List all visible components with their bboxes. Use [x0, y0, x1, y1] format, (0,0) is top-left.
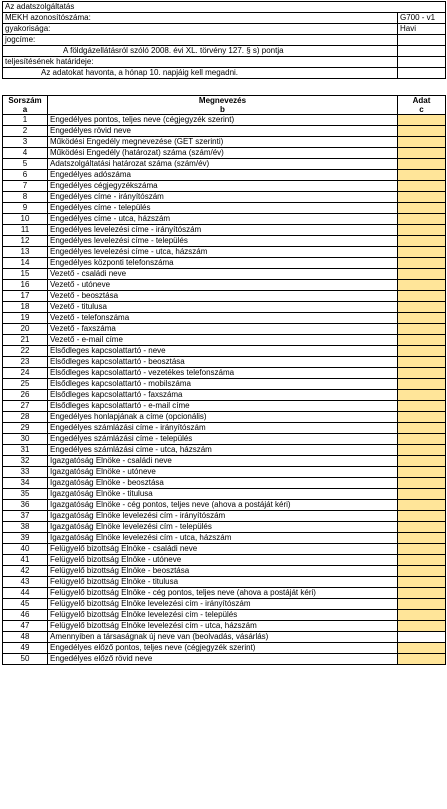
- row-label: Igazgatóság Elnöke - családi neve: [48, 456, 398, 467]
- table-row: [3, 225, 446, 236]
- row-number: 26: [3, 390, 48, 401]
- row-number: 15: [3, 269, 48, 280]
- table-row: [3, 379, 446, 390]
- data-input-cell[interactable]: [398, 192, 446, 203]
- row-number: 35: [3, 489, 48, 500]
- row-label: Engedélyes címe - irányítószám: [48, 192, 398, 203]
- data-input-cell[interactable]: [398, 588, 446, 599]
- row-label: Vezető - titulusa: [48, 302, 398, 313]
- row-number: 14: [3, 258, 48, 269]
- table-row: [3, 313, 446, 324]
- data-input-cell[interactable]: [398, 610, 446, 621]
- header-title-row: [3, 2, 446, 13]
- table-row: [3, 654, 446, 665]
- table-row: [3, 566, 446, 577]
- header-label: Az adatokat havonta, a hónap 10. napjáig kell megadni.: [3, 68, 398, 79]
- row-number: 25: [3, 379, 48, 390]
- table-row: [3, 291, 446, 302]
- row-label: Engedélyes központi telefonszáma: [48, 258, 398, 269]
- row-number: 44: [3, 588, 48, 599]
- table-row: [3, 280, 446, 291]
- table-row: [3, 621, 446, 632]
- row-label: Elsődleges kapcsolattartó - vezetékes telefonszáma: [48, 368, 398, 379]
- row-label: Igazgatóság Elnöke levelezési cím - irányítószám: [48, 511, 398, 522]
- table-row: [3, 500, 446, 511]
- data-input-cell[interactable]: [398, 445, 446, 456]
- data-input-cell[interactable]: [398, 467, 446, 478]
- data-input-cell[interactable]: [398, 379, 446, 390]
- data-input-cell[interactable]: [398, 225, 446, 236]
- table-row: [3, 577, 446, 588]
- row-label: Elsődleges kapcsolattartó - neve: [48, 346, 398, 357]
- data-input-cell[interactable]: [398, 148, 446, 159]
- row-number: 50: [3, 654, 48, 665]
- row-number: 5: [3, 159, 48, 170]
- row-number: 47: [3, 621, 48, 632]
- row-number: 46: [3, 610, 48, 621]
- data-input-cell[interactable]: [398, 522, 446, 533]
- data-input-cell[interactable]: [398, 478, 446, 489]
- table-row: [3, 533, 446, 544]
- row-label: Vezető - telefonszáma: [48, 313, 398, 324]
- row-number: 42: [3, 566, 48, 577]
- table-row: [3, 588, 446, 599]
- data-input-cell[interactable]: [398, 643, 446, 654]
- row-label: Amennyiben a társaságnak új neve van (beolvadás, vásárlás): [48, 632, 398, 643]
- col-header-megnevezes: [48, 96, 398, 115]
- row-label: Felügyelő bizottság Elnöke levelezési cím - település: [48, 610, 398, 621]
- row-number: 19: [3, 313, 48, 324]
- row-label: Engedélyes számlázási címe - település: [48, 434, 398, 445]
- header-label: jogcíme:: [3, 35, 398, 46]
- data-input-cell[interactable]: [398, 368, 446, 379]
- data-input-cell[interactable]: [398, 247, 446, 258]
- table-row: [3, 302, 446, 313]
- table-row: [3, 137, 446, 148]
- table-row: [3, 610, 446, 621]
- header-row: [3, 68, 446, 79]
- row-number: 1: [3, 115, 48, 126]
- data-input-cell[interactable]: [398, 412, 446, 423]
- table-row: [3, 324, 446, 335]
- table-row: [3, 181, 446, 192]
- data-input-cell[interactable]: [398, 533, 446, 544]
- header-label: teljesítésének határideje:: [3, 57, 398, 68]
- row-label: Felügyelő bizottság Elnöke - titulusa: [48, 577, 398, 588]
- header-label: gyakorisága:: [3, 24, 398, 35]
- col-header-sorszam-label: Sorszám: [8, 96, 42, 105]
- row-number: 3: [3, 137, 48, 148]
- row-label: Igazgatóság Elnöke levelezési cím - település: [48, 522, 398, 533]
- row-label: Felügyelő bizottság Elnöke - családi neve: [48, 544, 398, 555]
- header-row: [3, 57, 446, 68]
- table-row: [3, 335, 446, 346]
- row-number: 11: [3, 225, 48, 236]
- row-number: 4: [3, 148, 48, 159]
- row-label: Vezető - beosztása: [48, 291, 398, 302]
- row-label: Igazgatóság Elnöke - utóneve: [48, 467, 398, 478]
- row-number: 33: [3, 467, 48, 478]
- data-input-cell: [398, 632, 446, 643]
- row-label: Engedélyes számlázási címe - irányítószám: [48, 423, 398, 434]
- table-row: [3, 445, 446, 456]
- header-row: [3, 13, 446, 24]
- col-header-megnevezes-label: Megnevezés: [198, 96, 247, 105]
- data-input-cell[interactable]: [398, 269, 446, 280]
- data-input-cell[interactable]: [398, 401, 446, 412]
- table-row: [3, 434, 446, 445]
- row-number: 23: [3, 357, 48, 368]
- row-label: Engedélyes honlapjának a címe (opcionális): [48, 412, 398, 423]
- data-input-cell[interactable]: [398, 434, 446, 445]
- row-number: 2: [3, 126, 48, 137]
- table-row: [3, 192, 446, 203]
- row-label: Engedélyes cégjegyzékszáma: [48, 181, 398, 192]
- row-label: Vezető - faxszáma: [48, 324, 398, 335]
- col-header-adat: [398, 96, 446, 115]
- row-number: 43: [3, 577, 48, 588]
- row-label: Felügyelő bizottság Elnöke - beosztása: [48, 566, 398, 577]
- row-number: 27: [3, 401, 48, 412]
- row-label: Engedélyes adószáma: [48, 170, 398, 181]
- row-number: 18: [3, 302, 48, 313]
- data-input-cell[interactable]: [398, 577, 446, 588]
- row-label: Engedélyes levelezési címe - irányítószám: [48, 225, 398, 236]
- table-row: [3, 390, 446, 401]
- table-row: [3, 599, 446, 610]
- row-label: Engedélyes levelezési címe - település: [48, 236, 398, 247]
- row-label: Felügyelő bizottság Elnöke - utóneve: [48, 555, 398, 566]
- row-number: 21: [3, 335, 48, 346]
- table-row: [3, 269, 446, 280]
- table-row: [3, 247, 446, 258]
- col-header-sorszam: [3, 96, 48, 115]
- data-input-cell[interactable]: [398, 489, 446, 500]
- row-number: 20: [3, 324, 48, 335]
- row-label: Felügyelő bizottság Elnöke - cég pontos, teljes neve (ahova a postáját kéri): [48, 588, 398, 599]
- data-input-cell[interactable]: [398, 566, 446, 577]
- table-row: [3, 203, 446, 214]
- row-number: 34: [3, 478, 48, 489]
- row-number: 48: [3, 632, 48, 643]
- row-label: Igazgatóság Elnöke - beosztása: [48, 478, 398, 489]
- table-row: [3, 544, 446, 555]
- row-number: 12: [3, 236, 48, 247]
- data-input-cell[interactable]: [398, 236, 446, 247]
- row-label: Engedélyes címe - utca, házszám: [48, 214, 398, 225]
- table-row: [3, 258, 446, 269]
- data-input-cell[interactable]: [398, 390, 446, 401]
- row-label: Vezető - e-mail címe: [48, 335, 398, 346]
- data-input-cell[interactable]: [398, 500, 446, 511]
- table-row: [3, 148, 446, 159]
- row-number: 38: [3, 522, 48, 533]
- row-number: 22: [3, 346, 48, 357]
- data-input-cell[interactable]: [398, 544, 446, 555]
- row-label: Elsődleges kapcsolattartó - e-mail címe: [48, 401, 398, 412]
- col-header-megnevezes-letter: b: [220, 105, 225, 114]
- row-number: 39: [3, 533, 48, 544]
- data-input-cell[interactable]: [398, 159, 446, 170]
- table-row: [3, 236, 446, 247]
- data-input-cell[interactable]: [398, 214, 446, 225]
- header-row: [3, 35, 446, 46]
- table-row: [3, 126, 446, 137]
- header-value: Havi: [398, 24, 446, 35]
- row-number: 37: [3, 511, 48, 522]
- row-number: 8: [3, 192, 48, 203]
- header-row: [3, 24, 446, 35]
- data-input-cell[interactable]: [398, 555, 446, 566]
- row-number: 13: [3, 247, 48, 258]
- row-label: Elsődleges kapcsolattartó - beosztása: [48, 357, 398, 368]
- row-label: Engedélyes levelezési címe - utca, házszám: [48, 247, 398, 258]
- row-number: 6: [3, 170, 48, 181]
- row-number: 30: [3, 434, 48, 445]
- row-label: Felügyelő bizottság Elnöke levelezési cím - irányítószám: [48, 599, 398, 610]
- data-input-cell[interactable]: [398, 599, 446, 610]
- row-number: 29: [3, 423, 48, 434]
- row-label: Igazgatóság Elnöke - cég pontos, teljes neve (ahova a postáját kéri): [48, 500, 398, 511]
- row-label: Engedélyes előző pontos, teljes neve (cégjegyzék szerint): [48, 643, 398, 654]
- header-title: Az adatszolgáltatás: [3, 2, 446, 13]
- row-label: Igazgatóság Elnöke levelezési cím - utca, házszám: [48, 533, 398, 544]
- row-label: Adatszolgáltatási határozat száma (szám/év): [48, 159, 398, 170]
- row-label: Vezető - családi neve: [48, 269, 398, 280]
- row-number: 41: [3, 555, 48, 566]
- data-input-cell[interactable]: [398, 170, 446, 181]
- data-input-cell[interactable]: [398, 203, 446, 214]
- table-row: [3, 632, 446, 643]
- row-number: 40: [3, 544, 48, 555]
- table-row: [3, 115, 446, 126]
- data-input-cell[interactable]: [398, 511, 446, 522]
- data-input-cell[interactable]: [398, 137, 446, 148]
- data-input-cell[interactable]: [398, 291, 446, 302]
- data-input-cell[interactable]: [398, 126, 446, 137]
- row-label: Vezető - utóneve: [48, 280, 398, 291]
- row-label: Engedélyes számlázási címe - utca, házszám: [48, 445, 398, 456]
- table-row: [3, 214, 446, 225]
- table-row: [3, 368, 446, 379]
- data-input-cell[interactable]: [398, 456, 446, 467]
- row-label: Működési Engedély megnevezése (GET szerinti): [48, 137, 398, 148]
- row-number: 7: [3, 181, 48, 192]
- row-number: 32: [3, 456, 48, 467]
- row-label: Engedélyes előző rövid neve: [48, 654, 398, 665]
- data-input-cell[interactable]: [398, 258, 446, 269]
- col-header-adat-label: Adat: [412, 96, 431, 105]
- row-number: 49: [3, 643, 48, 654]
- row-number: 24: [3, 368, 48, 379]
- col-header-sorszam-letter: a: [22, 105, 28, 114]
- data-input-cell[interactable]: [398, 302, 446, 313]
- row-number: 9: [3, 203, 48, 214]
- header-value: [398, 46, 446, 57]
- row-number: 36: [3, 500, 48, 511]
- table-row: [3, 522, 446, 533]
- table-row: [3, 489, 446, 500]
- table-row: [3, 357, 446, 368]
- row-number: 10: [3, 214, 48, 225]
- header-label: MEKH azonosítószáma:: [3, 13, 398, 24]
- header-table: [2, 1, 446, 79]
- row-label: Elsődleges kapcsolattartó - mobilszáma: [48, 379, 398, 390]
- header-label: A földgázellátásról szóló 2008. évi XL. törvény 127. § s) pontja: [3, 46, 398, 57]
- header-value: [398, 57, 446, 68]
- header-value: G700 - v1: [398, 13, 446, 24]
- table-row: [3, 478, 446, 489]
- data-input-cell[interactable]: [398, 324, 446, 335]
- row-label: Engedélyes címe - település: [48, 203, 398, 214]
- data-table: [2, 95, 446, 665]
- data-input-cell[interactable]: [398, 654, 446, 665]
- row-number: 45: [3, 599, 48, 610]
- row-label: Működési Engedély (határozat) száma (szám/év): [48, 148, 398, 159]
- row-number: 28: [3, 412, 48, 423]
- data-input-cell[interactable]: [398, 621, 446, 632]
- table-row: [3, 170, 446, 181]
- table-row: [3, 456, 446, 467]
- row-label: Engedélyes rövid neve: [48, 126, 398, 137]
- data-input-cell[interactable]: [398, 181, 446, 192]
- data-input-cell[interactable]: [398, 280, 446, 291]
- table-row: [3, 555, 446, 566]
- table-row: [3, 467, 446, 478]
- row-number: 17: [3, 291, 48, 302]
- data-input-cell[interactable]: [398, 357, 446, 368]
- data-input-cell[interactable]: [398, 335, 446, 346]
- col-header-adat-letter: c: [419, 105, 424, 114]
- header-row: [3, 46, 446, 57]
- data-input-cell[interactable]: [398, 423, 446, 434]
- row-label: Felügyelő bizottság Elnöke levelezési cím - utca, házszám: [48, 621, 398, 632]
- data-input-cell[interactable]: [398, 115, 446, 126]
- form-container: [2, 1, 445, 665]
- row-label: Igazgatóság Elnöke - titulusa: [48, 489, 398, 500]
- row-number: 31: [3, 445, 48, 456]
- row-label: Elsődleges kapcsolattartó - faxszáma: [48, 390, 398, 401]
- data-input-cell[interactable]: [398, 313, 446, 324]
- row-label: Engedélyes pontos, teljes neve (cégjegyzék szerint): [48, 115, 398, 126]
- table-row: [3, 401, 446, 412]
- header-value: [398, 68, 446, 79]
- row-number: 16: [3, 280, 48, 291]
- table-row: [3, 346, 446, 357]
- table-row: [3, 159, 446, 170]
- data-input-cell[interactable]: [398, 346, 446, 357]
- header-value: [398, 35, 446, 46]
- table-row: [3, 423, 446, 434]
- table-row: [3, 643, 446, 654]
- table-row: [3, 412, 446, 423]
- table-row: [3, 511, 446, 522]
- table-header-row: [3, 96, 446, 115]
